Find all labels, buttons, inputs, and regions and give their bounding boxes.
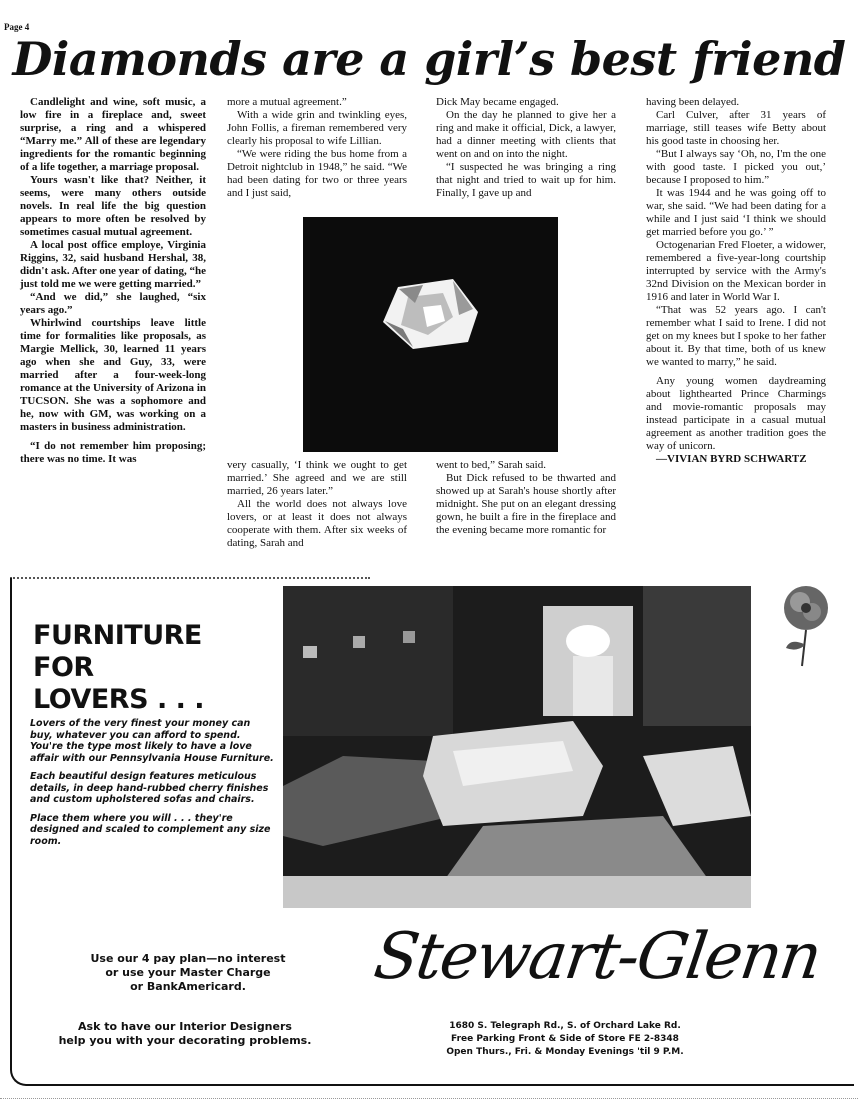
headline: Diamonds are a girl’s best friend xyxy=(12,32,846,86)
ad-title xyxy=(33,620,253,716)
paragraph: Whirlwind courtships leave little time for formalities like proposals, as Margie Mellick, 30, learned 11 years ago when she and Guy, 33, were married after a four-week-long romance at the University of Arizona in TUCSON. She was a sophomore and he, now with GM, was working on a masters in business administration. xyxy=(20,317,206,433)
plan-line: or BankAmericard. xyxy=(130,980,246,993)
paragraph: A local post office employe, Virginia Riggins, 32, said husband Hershal, 38, didn't ask. After one year of dating, “he just told me we were getting married.” xyxy=(20,239,206,290)
paragraph: “That was 52 years ago. I can't remember what I said to Irene. I did not get on my knees but I spoke to her father about it. By that time, both of us knew we wanted to marry,” he said. xyxy=(646,304,826,368)
article-column-1 xyxy=(20,96,206,466)
article-column-2-bottom xyxy=(227,459,407,550)
paragraph: Any young women daydreaming about lighthearted Prince Charmings and movie-romantic proposals may instead participate in a casual mutual agreement as another tradition goes the way of unicorn. xyxy=(646,375,826,452)
paragraph: Octogenarian Fred Floeter, a widower, remembered a five-year-long courtship interrupted by service with the Army's 32nd Division on the Mexican border in 1916 and later in World War I. xyxy=(646,239,826,303)
store-info xyxy=(405,1020,725,1059)
article-column-3-top xyxy=(436,96,616,200)
page-label: Page 4 xyxy=(4,22,30,32)
diamond-photo xyxy=(303,217,558,452)
paragraph: Carl Culver, after 31 years of marriage, still teases wife Betty about his good taste in choosing her. xyxy=(646,109,826,147)
plan-line: or use your Master Charge xyxy=(105,966,271,979)
paragraph: It was 1944 and he was going off to war, she said. “We had been dating for a while and I just said ‘I think we should get married before you go.’ ” xyxy=(646,187,826,238)
paragraph: Yours wasn't like that? Neither, it seems, were many others outside novels. In real life the big question appears to more often be resolved by sometimes casual mutual agreement. xyxy=(20,174,206,238)
paragraph: But Dick refused to be thwarted and showed up at Sarah's house shortly after midnight. She put on an elegant dressing gown, he built a fire in the fireplace and the evening became more romantic for xyxy=(436,472,616,536)
paragraph: “We were riding the bus home from a Detroit nightclub in 1948,” he said. “We had been dating for two or three years and I just said, xyxy=(227,148,407,199)
store-logo: Stewart-Glenn xyxy=(369,920,825,994)
ad-paragraph: Lovers of the very finest your money can buy, whatever you can afford to spend. You're the type most likely to have a love affair with our Pennsylvania House Furniture. xyxy=(30,718,274,764)
store-hours: Open Thurs., Fri. & Monday Evenings 'til 9 P.M. xyxy=(446,1047,684,1057)
paragraph: “And we did,” she laughed, “six years ago.” xyxy=(20,291,206,316)
article-column-2-top xyxy=(227,96,407,200)
ad-title-line: FURNITURE xyxy=(33,620,202,651)
page-bottom-rule xyxy=(0,1098,858,1099)
rose-illustration xyxy=(770,578,842,668)
article-column-4 xyxy=(646,96,826,466)
paragraph: With a wide grin and twinkling eyes, John Follis, a fireman remembered very clearly his proposal to wife Lillian. xyxy=(227,109,407,147)
paragraph: On the day he planned to give her a ring and make it official, Dick, a lawyer, had a dinner meeting with clients that went on and on into the night. xyxy=(436,109,616,160)
ad-paragraph: Place them where you will . . . they're designed and scaled to complement any size room. xyxy=(30,812,271,847)
byline: —VIVIAN BYRD SCHWARTZ xyxy=(656,453,807,465)
living-room-photo xyxy=(283,586,751,908)
paragraph: “I do not remember him proposing; there was no time. It was xyxy=(20,440,206,465)
paragraph: Dick May became engaged. xyxy=(436,96,559,108)
designer-line: Ask to have our Interior Designers xyxy=(78,1020,292,1033)
paragraph: very casually, ‘I think we ought to get married.’ She agreed and we are still married, 26 years later.” xyxy=(227,459,407,497)
plan-line: Use our 4 pay plan—no interest xyxy=(90,952,286,965)
payment-plan xyxy=(58,952,318,994)
designer-note xyxy=(40,1020,330,1048)
paragraph: “I suspected he was bringing a ring that night and tried to wait up for him. Finally, I gave up and xyxy=(436,161,616,199)
paragraph: All the world does not always love lovers, or at least it does not always cooperate with them. After six weeks of dating, Sarah and xyxy=(227,498,407,549)
paragraph: Candlelight and wine, soft music, a low fire in a fireplace and, sweet surprise, a ring and a whispered “Marry me.” All of these are legendary ingredients for the romantic beginning of a life together, a marriage proposal. xyxy=(20,96,206,173)
paragraph: having been delayed. xyxy=(646,96,740,108)
ad-copy xyxy=(30,718,274,854)
article-column-3-bottom xyxy=(436,459,616,537)
designer-line: help you with your decorating problems. xyxy=(58,1034,312,1047)
ad-title-line: LOVERS . . . xyxy=(33,684,205,715)
ad-paragraph: Each beautiful design features meticulous details, in deep hand-rubbed cherry finishes and custom upholstered sofas and chairs. xyxy=(30,771,269,805)
ad-title-line: FOR xyxy=(33,652,94,683)
paragraph: more a mutual agreement.” xyxy=(227,96,347,108)
store-address: 1680 S. Telegraph Rd., S. of Orchard Lake Rd. xyxy=(449,1021,681,1031)
paragraph: went to bed,” Sarah said. xyxy=(436,459,546,471)
paragraph: “But I always say ‘Oh, no, I'm the one with good taste. I picked you out,’ because I proposed to him.” xyxy=(646,148,826,186)
store-parking: Free Parking Front & Side of Store FE 2-8348 xyxy=(451,1034,679,1044)
